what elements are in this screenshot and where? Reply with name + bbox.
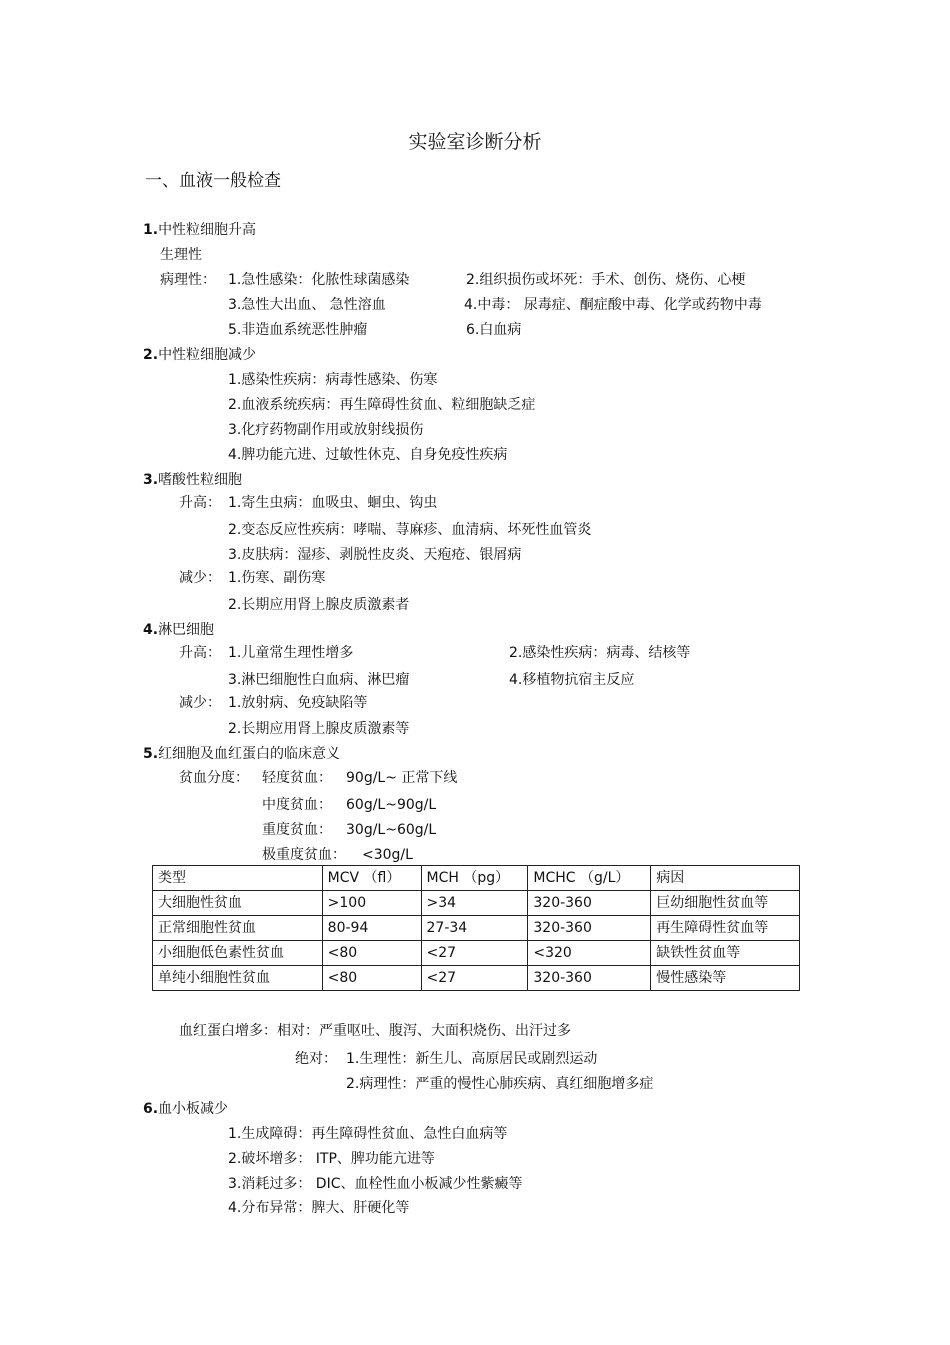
grade-value: 60g/L~90g/L xyxy=(346,797,437,813)
list-item: 2.长期应用肾上腺皮质激素等 xyxy=(228,721,410,737)
s3-up-label: 升高： xyxy=(179,495,221,511)
anemia-table xyxy=(152,865,800,991)
list-item: 1.感染性疾病：病毒性感染、伤寒 xyxy=(228,372,438,388)
table-cell: <80 xyxy=(322,966,421,991)
s4-up-label: 升高： xyxy=(179,645,221,661)
table-cell: >34 xyxy=(421,891,528,916)
hb-relative: 相对：严重呕吐、腹泻、大面积烧伤、出汗过多 xyxy=(277,1023,571,1039)
table-header-cell: MCHC （g/L） xyxy=(528,866,651,891)
s4-heading xyxy=(143,621,214,639)
s2-heading xyxy=(143,346,256,364)
grade-value: <30g/L xyxy=(362,847,413,863)
table-row xyxy=(153,916,800,941)
table-cell: 单纯小细胞性贫血 xyxy=(153,966,323,991)
s2-number: 2. xyxy=(143,347,159,363)
list-item: 2.长期应用肾上腺皮质激素者 xyxy=(228,597,410,613)
table-cell: 大细胞性贫血 xyxy=(153,891,323,916)
table-cell: 正常细胞性贫血 xyxy=(153,916,323,941)
s6-number: 6. xyxy=(143,1101,159,1117)
list-item: 4.中毒： 尿毒症、酮症酸中毒、化学或药物中毒 xyxy=(464,297,762,313)
list-item: 4.脾功能亢进、过敏性休克、自身免疫性疾病 xyxy=(228,447,508,463)
s4-down-label: 减少： xyxy=(179,695,221,711)
list-item: 2.变态反应性疾病：哮喘、荨麻疹、血清病、坏死性血管炎 xyxy=(228,522,592,538)
list-item: 1.生成障碍：再生障碍性贫血、急性白血病等 xyxy=(228,1126,508,1142)
list-item: 3.淋巴细胞性白血病、淋巴瘤 xyxy=(228,672,410,688)
list-item: 3.化疗药物副作用或放射线损伤 xyxy=(228,422,424,438)
s6-heading xyxy=(143,1100,228,1118)
s1-physio-label: 生理性 xyxy=(160,247,202,263)
grade-label: 贫血分度： xyxy=(179,770,249,786)
s3-number: 3. xyxy=(143,472,159,488)
s5-number: 5. xyxy=(143,746,159,762)
s3-down-label: 减少： xyxy=(179,570,221,586)
hb-absolute-label: 绝对： xyxy=(295,1051,337,1067)
list-item: 2.血液系统疾病：再生障碍性贫血、粒细胞缺乏症 xyxy=(228,397,536,413)
table-cell: 320-360 xyxy=(528,916,651,941)
table-header-cell: 类型 xyxy=(153,866,323,891)
list-item: 3.急性大出血、 急性溶血 xyxy=(228,297,386,313)
s6-title: 血小板减少 xyxy=(158,1101,229,1117)
grade-value: 30g/L~60g/L xyxy=(346,822,437,838)
table-header-cell: 病因 xyxy=(651,866,800,891)
list-item: 1.生理性：新生儿、高原居民或剧烈运动 xyxy=(346,1051,598,1067)
list-item: 1.儿童常生理性增多 xyxy=(228,645,354,661)
grade-name: 重度贫血： xyxy=(262,822,332,838)
table-cell: 320-360 xyxy=(528,891,651,916)
list-item: 2.感染性疾病：病毒、结核等 xyxy=(509,645,691,661)
section-heading: 一、血液一般检查 xyxy=(145,171,281,191)
page-title: 实验室诊断分析 xyxy=(408,131,542,153)
list-item: 5.非造血系统恶性肿瘤 xyxy=(228,322,368,338)
s5-title: 红细胞及血红蛋白的临床意义 xyxy=(158,746,341,762)
s5-heading xyxy=(143,745,340,763)
list-item: 4.移植物抗宿主反应 xyxy=(509,672,635,688)
s4-title: 淋巴细胞 xyxy=(158,622,215,638)
s1-title: 中性粒细胞升高 xyxy=(158,222,257,238)
list-item: 1.放射病、免疫缺陷等 xyxy=(228,695,368,711)
grade-name: 中度贫血： xyxy=(262,797,332,813)
table-cell: 80-94 xyxy=(322,916,421,941)
grade-name: 轻度贫血： xyxy=(262,770,332,786)
table-cell: <27 xyxy=(421,941,528,966)
grade-name: 极重度贫血： xyxy=(262,847,346,863)
list-item: 3.皮肤病：湿疹、剥脱性皮炎、天疱疮、银屑病 xyxy=(228,547,522,563)
table-cell: <80 xyxy=(322,941,421,966)
table-cell: 27-34 xyxy=(421,916,528,941)
s1-heading xyxy=(143,221,256,239)
table-cell: 320-360 xyxy=(528,966,651,991)
table-row xyxy=(153,941,800,966)
list-item: 1.寄生虫病：血吸虫、蛔虫、钩虫 xyxy=(228,495,438,511)
table-cell: >100 xyxy=(322,891,421,916)
table-row xyxy=(153,966,800,991)
s1-number: 1. xyxy=(143,222,159,238)
list-item: 1.伤寒、副伤寒 xyxy=(228,570,326,586)
list-item: 2.病理性：严重的慢性心肺疾病、真红细胞增多症 xyxy=(346,1076,654,1092)
table-cell: 小细胞低色素性贫血 xyxy=(153,941,323,966)
hb-label: 血红蛋白增多： xyxy=(179,1023,277,1039)
table-header-cell: MCH （pg） xyxy=(421,866,528,891)
s2-title: 中性粒细胞减少 xyxy=(158,347,257,363)
list-item: 2.破坏增多： ITP、脾功能亢进等 xyxy=(228,1151,435,1167)
table-cell: <27 xyxy=(421,966,528,991)
list-item: 4.分布异常：脾大、肝硬化等 xyxy=(228,1200,410,1216)
s3-title: 嗜酸性粒细胞 xyxy=(158,472,243,488)
grade-value: 90g/L~ 正常下线 xyxy=(346,770,458,786)
list-item: 2.组织损伤或坏死：手术、创伤、烧伤、心梗 xyxy=(466,272,746,288)
table-cell: 再生障碍性贫血等 xyxy=(651,916,800,941)
list-item: 6.白血病 xyxy=(466,322,522,338)
s1-patho-label: 病理性： xyxy=(160,272,216,288)
table-cell: 缺铁性贫血等 xyxy=(651,941,800,966)
table-row xyxy=(153,891,800,916)
table-cell: 巨幼细胞性贫血等 xyxy=(651,891,800,916)
table-cell: <320 xyxy=(528,941,651,966)
table-header-row xyxy=(153,866,800,891)
list-item: 3.消耗过多： DIC、血栓性血小板减少性紫癜等 xyxy=(228,1176,523,1192)
s3-heading xyxy=(143,471,242,489)
list-item: 1.急性感染：化脓性球菌感染 xyxy=(228,272,410,288)
table-cell: 慢性感染等 xyxy=(651,966,800,991)
table-header-cell: MCV （fl） xyxy=(322,866,421,891)
s4-number: 4. xyxy=(143,622,159,638)
